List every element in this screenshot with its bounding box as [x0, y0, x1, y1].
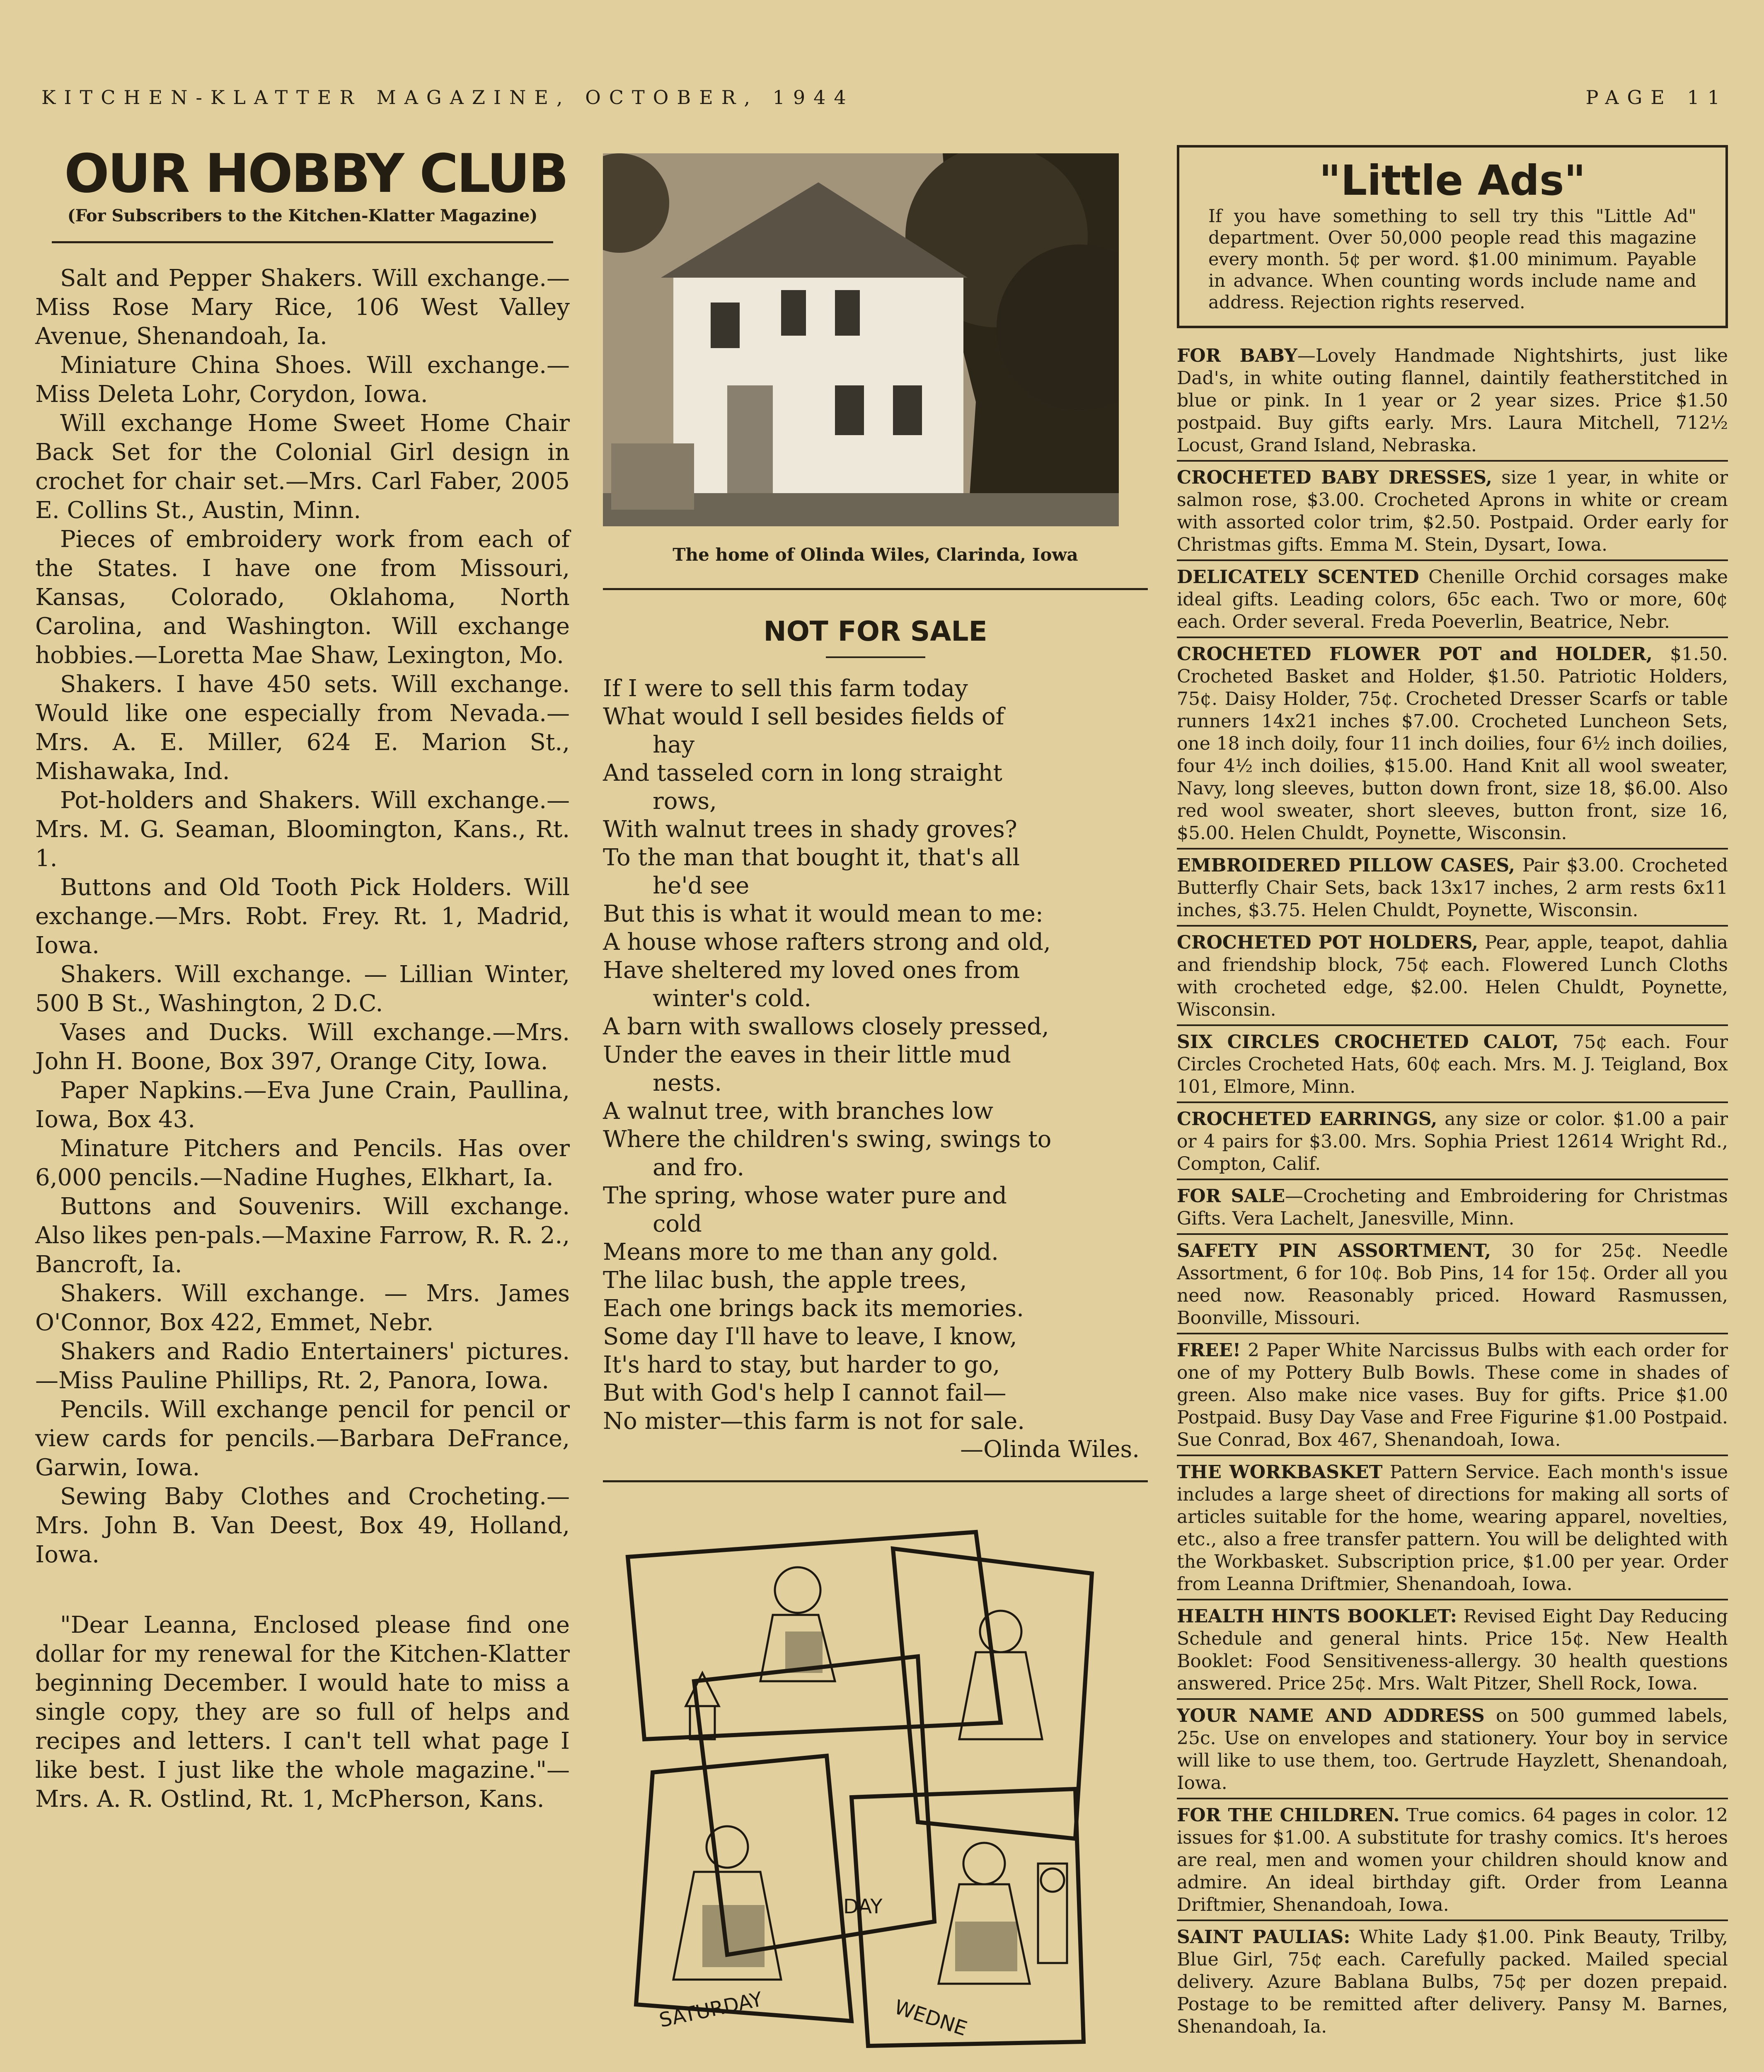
ad-text: any size or color. $1.00 a pair or 4 pairs for $3.00. Mrs. Sophia Priest 12614 Wright Rd., Compton, Calif.	[1177, 1109, 1728, 1174]
towel-word-wednesday: WEDNE	[891, 1995, 970, 2041]
ad-text: Pattern Service. Each month's issue includes a large sheet of directions for making all sorts of articles suitable for the home, wearing apparel, novelties, etc., also a free transfer pattern. You will be delighted with the Workbasket. Subscription price, $1.00 per year. Order from Leanna Driftmier, Shenandoah, Iowa.	[1177, 1462, 1728, 1595]
poem-line: nests.	[653, 1070, 722, 1097]
ad-heading: CROCHETED FLOWER POT and HOLDER,	[1177, 644, 1653, 665]
tea-towel-illustration	[603, 1507, 1115, 2060]
divider	[52, 241, 553, 243]
classified-ad	[1177, 925, 1728, 1021]
divider	[826, 656, 925, 658]
poem-line: If I were to sell this farm today	[603, 675, 968, 702]
poem-line: The spring, whose water pure and	[603, 1182, 1007, 1209]
hobby-item: Paper Napkins.—Eva June Crain, Paullina, Iowa, Box 43.	[35, 1077, 570, 1133]
page-number: PAGE 11	[1585, 86, 1728, 109]
towel-word-day: DAY	[843, 1895, 883, 1918]
poem-line: Some day I'll have to leave, I know,	[603, 1323, 1017, 1350]
little-ads-title: "Little Ads"	[1319, 156, 1586, 205]
hobby-item: Pencils. Will exchange pencil for pencil or view cards for pencils.—Barbara DeFrance, Garwin, Iowa.	[35, 1396, 570, 1481]
poem-line: The lilac bush, the apple trees,	[603, 1267, 967, 1294]
ads-list	[1177, 345, 1728, 2038]
poem-line: he'd see	[653, 872, 750, 899]
poem-line: But with God's help I cannot fail—	[603, 1380, 1007, 1406]
hobby-item: Minature Pitchers and Pencils. Has over 6,000 pencils.—Nadine Hughes, Elkhart, Ia.	[35, 1135, 570, 1191]
ad-heading: THE WORKBASKET	[1177, 1462, 1383, 1483]
ad-text: on 500 gummed labels, 25c. Use on envelopes and stationery. Your boy in service will like to use them, too. Gertrude Hayzlett, Shenandoah, Iowa.	[1177, 1705, 1728, 1794]
little-ads-header-box	[1177, 145, 1728, 328]
hobby-item: Salt and Pepper Shakers. Will exchange.—Miss Rose Mary Rice, 106 West Valley Avenue, Shenandoah, Ia.	[35, 265, 570, 350]
classified-ad	[1177, 1333, 1728, 1451]
ad-text: $1.50. Crocheted Basket and Holder, $1.50. Patriotic Holders, 75¢. Daisy Holder, 75¢. Crocheted Dresser Scarfs or table runners 14x21 inches $7.00. Crocheted Luncheon Sets, one 18 inch doily, four 11 inch doilies, four 6½ inch doilies, four 4½ inch doilies, $15.00. Hand Knit all wool sweater, Navy, long sleeves, button down front, size 18, $6.00. Also red wool sweater, short sleeves, button front, size 16, $5.00. Helen Chuldt, Poynette, Wisconsin.	[1177, 644, 1728, 844]
ad-text: —Lovely Handmade Nightshirts, just like Dad's, in white outing flannel, daintily featherstitched in blue or pink. In 1 year or 2 year sizes. Price $1.50 postpaid. Buy gifts early. Mrs. Laura Mitchell, 712½ Locust, Grand Island, Nebraska.	[1177, 345, 1728, 456]
poem-line: A barn with swallows closely pressed,	[603, 1013, 1049, 1040]
poem-line: To the man that bought it, that's all	[603, 844, 1020, 871]
ad-heading: SAINT PAULIAS:	[1177, 1927, 1350, 1948]
ad-text: True comics. 64 pages in color. 12 issues for $1.00. A substitute for trashy comics. It's heroes are real, men and women your children should know and admire. An ideal birthday gift. Order from Leanna Driftmier, Shenandoah, Iowa.	[1177, 1805, 1728, 1915]
reader-letter: "Dear Leanna, Enclosed please find one dollar for my renewal for the Kitchen-Klatter beginning December. I would hate to miss a single copy, they are so full of helps and recipes and letters. I can't tell what page I like best. I just like the whole magazine."—Mrs. A. R. Ostlind, Rt. 1, McPherson, Kans.	[35, 1612, 570, 1813]
classified-ad	[1177, 848, 1728, 922]
ad-heading: EMBROIDERED PILLOW CASES,	[1177, 855, 1515, 876]
ad-heading: HEALTH HINTS BOOKLET:	[1177, 1606, 1457, 1627]
poem-line: And tasseled corn in long straight	[603, 760, 1002, 787]
divider	[603, 588, 1148, 590]
hobby-item: Shakers. Will exchange. — Lillian Winter, 500 B St., Washington, 2 D.C.	[35, 961, 570, 1017]
ad-heading: FOR THE CHILDREN.	[1177, 1805, 1400, 1826]
hobby-item: Shakers. I have 450 sets. Will exchange. Would like one especially from Nevada.—Mrs. A. E. Miller, 624 E. Marion St., Mishawaka, Ind.	[35, 671, 570, 785]
poem-line: Under the eaves in their little mud	[603, 1041, 1011, 1068]
hobby-club-title: OUR HOBBY CLUB	[64, 143, 567, 205]
poem-line: With walnut trees in shady groves?	[603, 816, 1017, 843]
hobby-item: Buttons and Souvenirs. Will exchange. Also likes pen-pals.—Maxine Farrow, R. R. 2., Bancroft, Ia.	[35, 1193, 570, 1278]
column-center	[603, 145, 1148, 2072]
poem-line: and fro.	[653, 1154, 745, 1181]
ad-heading: SAFETY PIN ASSORTMENT,	[1177, 1240, 1491, 1261]
classified-ad	[1177, 460, 1728, 556]
classified-ad	[1177, 1698, 1728, 1794]
poem-line: What would I sell besides fields of	[603, 703, 1004, 730]
hobby-item: Shakers. Will exchange. — Mrs. James O'Connor, Box 422, Emmet, Nebr.	[35, 1280, 570, 1336]
ad-text: Revised Eight Day Reducing Schedule and general hints. Price 15¢. New Health Booklet: Food Sensitiveness-allergy. 30 health questions answered. Price 25¢. Mrs. Walt Pitzer, Shell Rock, Iowa.	[1177, 1606, 1728, 1694]
hobby-item: Will exchange Home Sweet Home Chair Back Set for the Colonial Girl design in crochet for chair set.—Mrs. Carl Faber, 2005 E. Collins St., Austin, Minn.	[35, 410, 570, 524]
ad-text: size 1 year, in white or salmon rose, $3.00. Crocheted Aprons in white or cream with assorted color trim, $2.50. Postpaid. Order early for Christmas gifts. Emma M. Stein, Dysart, Iowa.	[1177, 467, 1728, 555]
ad-heading: FOR SALE	[1177, 1186, 1285, 1207]
ad-heading: CROCHETED EARRINGS,	[1177, 1109, 1437, 1130]
column-hobby-club	[35, 145, 570, 1814]
classified-ad	[1177, 1798, 1728, 1916]
ad-text: 30 for 25¢. Needle Assortment, 6 for 10¢. Bob Pins, 14 for 15¢. Order all you need now. Reasonably priced. Howard Rasmussen, Boonville, Missouri.	[1177, 1240, 1728, 1329]
classified-ad	[1177, 345, 1728, 457]
ad-heading: FREE!	[1177, 1340, 1241, 1361]
hobby-item: Pieces of embroidery work from each of the States. I have one from Missouri, Kansas, Colorado, Oklahoma, North Carolina, and Washington. Will exchange hobbies.—Loretta Mae Shaw, Lexington, Mo.	[35, 526, 570, 669]
ad-heading: CROCHETED BABY DRESSES,	[1177, 467, 1492, 488]
hobby-item: Shakers and Radio Entertainers' pictures.—Miss Pauline Phillips, Rt. 2, Panora, Iowa.	[35, 1338, 570, 1394]
hobby-item: Sewing Baby Clothes and Crocheting.—Mrs. John B. Van Deest, Box 49, Holland, Iowa.	[35, 1483, 570, 1568]
ad-text: 2 Paper White Narcissus Bulbs with each order for one of my Pottery Bulb Bowls. These come in shades of green. Also make nice vases. Buy for gifts. Price $1.00 Postpaid. Busy Day Vase and Free Figurine $1.00 Postpaid. Sue Conrad, Box 467, Shenandoah, Iowa.	[1177, 1340, 1728, 1450]
poem-body	[603, 675, 1148, 1464]
classified-ad	[1177, 1179, 1728, 1230]
classified-ad	[1177, 1233, 1728, 1329]
poem-line: A house whose rafters strong and old,	[603, 929, 1051, 956]
poem-line: hay	[653, 731, 695, 758]
ad-heading: CROCHETED POT HOLDERS,	[1177, 932, 1478, 953]
ad-text: Pair $3.00. Crocheted Butterfly Chair Sets, back 13x17 inches, 2 arm rests 6x11 inches, $3.75. Helen Chuldt, Poynette, Wisconsin.	[1177, 855, 1728, 921]
hobby-item: Buttons and Old Tooth Pick Holders. Will exchange.—Mrs. Robt. Frey. Rt. 1, Madrid, Iowa.	[35, 874, 570, 959]
column-little-ads	[1177, 145, 1728, 2038]
ad-text: White Lady $1.00. Pink Beauty, Trilby, Blue Girl, 75¢ each. Carefully packed. Mailed special delivery. Azure Bablana Bulbs, 75¢ per dozen prepaid. Postage to be remitted after delivery. Pansy M. Barnes, Shenandoah, Ia.	[1177, 1927, 1728, 2037]
ad-heading: SIX CIRCLES CROCHETED CALOT,	[1177, 1031, 1559, 1053]
poem-line: No mister—this farm is not for sale.	[603, 1408, 1025, 1435]
house-photo	[603, 153, 1119, 526]
classified-ad	[1177, 1599, 1728, 1695]
little-ads-intro: If you have something to sell try this "Little Ad" department. Over 50,000 people read this magazine every month. 5¢ per word. $1.00 minimum. Payable in advance. When counting words include name and address. Rejection rights reserved.	[1208, 206, 1696, 313]
poem-line: Each one brings back its memories.	[603, 1295, 1024, 1322]
poem-line: rows,	[653, 788, 717, 815]
poem-line: Have sheltered my loved ones from	[603, 957, 1020, 984]
ad-text: Chenille Orchid corsages make ideal gifts. Leading colors, 65c each. Two or more, 60¢ each. Order several. Freda Poeverlin, Beatrice, Nebr.	[1177, 566, 1728, 632]
poem-line: It's hard to stay, but harder to go,	[603, 1351, 1000, 1378]
ad-text: —Crocheting and Embroidering for Christmas Gifts. Vera Lachelt, Janesville, Minn.	[1177, 1186, 1728, 1229]
masthead-title: KITCHEN-KLATTER MAGAZINE, OCTOBER, 1944	[41, 86, 854, 109]
poem-line: A walnut tree, with branches low	[603, 1098, 994, 1125]
poem-line: Where the children's swing, swings to	[603, 1126, 1052, 1153]
poem-line: winter's cold.	[653, 985, 811, 1012]
classified-ad	[1177, 1455, 1728, 1595]
classified-ad	[1177, 559, 1728, 633]
poem-line: But this is what it would mean to me:	[603, 900, 1043, 927]
ad-text: Pear, apple, teapot, dahlia and friendship block, 75¢ each. Flowered Lunch Cloths with crocheted edge, $2.00. Helen Chuldt, Poynette, Wisconsin.	[1177, 932, 1728, 1020]
towel-word-saturday: SATURDAY	[657, 1987, 765, 2032]
poem-line: cold	[653, 1210, 702, 1237]
ad-heading: FOR BABY	[1177, 345, 1297, 366]
ad-heading: YOUR NAME AND ADDRESS	[1177, 1705, 1485, 1726]
classified-ad	[1177, 1920, 1728, 2038]
classified-ad	[1177, 1101, 1728, 1175]
hobby-item: Pot-holders and Shakers. Will exchange.—Mrs. M. G. Seaman, Bloomington, Kans., Rt. 1.	[35, 787, 570, 872]
classified-ad	[1177, 637, 1728, 845]
ad-heading: DELICATELY SCENTED	[1177, 566, 1419, 588]
poem-line: Means more to me than any gold.	[603, 1239, 999, 1266]
classified-ad	[1177, 1024, 1728, 1098]
hobby-club-subtitle: (For Subscribers to the Kitchen-Klatter Magazine)	[67, 206, 538, 225]
hobby-item: Miniature China Shoes. Will exchange.—Miss Deleta Lohr, Corydon, Iowa.	[35, 352, 570, 408]
poem-title: NOT FOR SALE	[763, 615, 987, 647]
divider	[603, 1480, 1148, 1482]
poem-author: —Olinda Wiles.	[960, 1436, 1140, 1463]
photo-caption: The home of Olinda Wiles, Clarinda, Iowa	[673, 545, 1078, 565]
masthead	[41, 79, 1728, 116]
ad-text: 75¢ each. Four Circles Crocheted Hats, 60¢ each. Mrs. M. J. Teigland, Box 101, Elmore, Minn.	[1177, 1031, 1728, 1097]
hobby-item: Vases and Ducks. Will exchange.—Mrs. John H. Boone, Box 397, Orange City, Iowa.	[35, 1019, 570, 1075]
